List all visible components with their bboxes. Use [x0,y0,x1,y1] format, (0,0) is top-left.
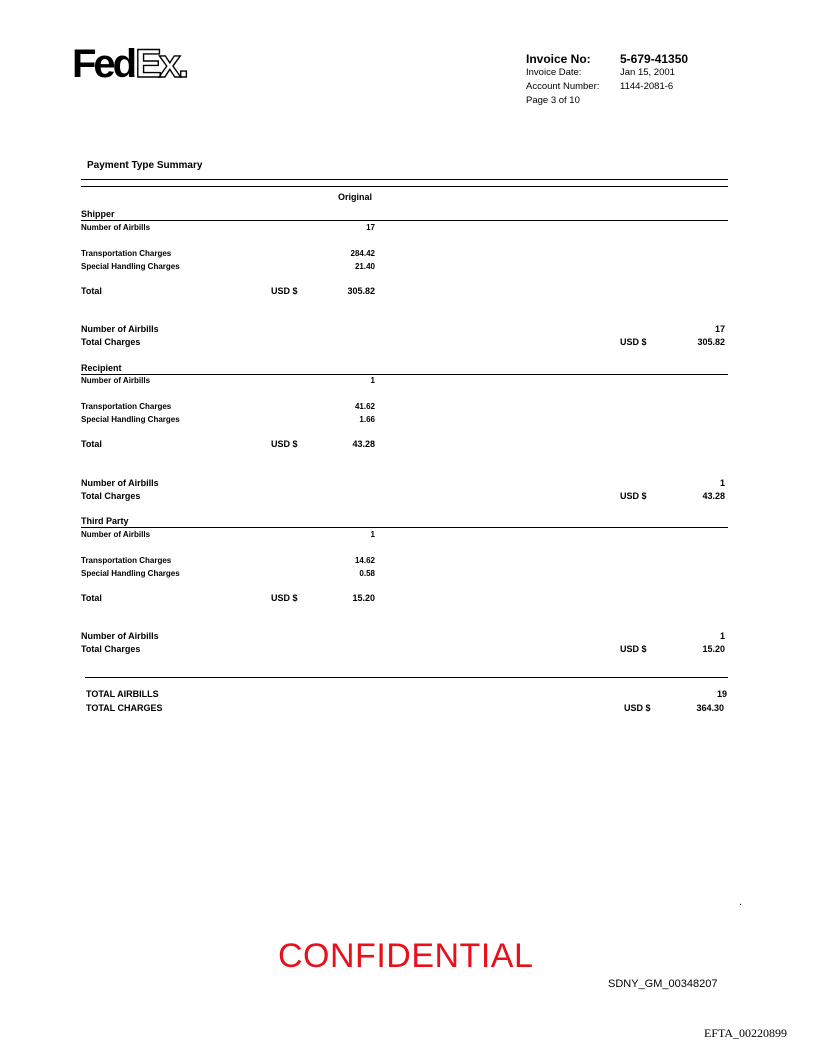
transport-label: Transportation Charges [81,249,172,258]
airbills-value: 1 [370,376,375,385]
sum-charges-value: 43.28 [702,491,725,501]
total-currency: USD $ [271,286,298,296]
section-heading-shipper: Shipper [81,209,115,219]
grand-charges-label: TOTAL CHARGES [86,703,163,713]
sum-airbills-value: 1 [719,478,725,488]
sum-airbills-value: 17 [714,324,725,334]
grand-charges-value: 364.30 [696,703,724,713]
sum-airbills-label: Number of Airbills [81,631,159,641]
transport-value: 284.42 [350,249,375,258]
special-value: 1.66 [359,415,375,424]
bates-number: SDNY_GM_00348207 [608,978,718,990]
total-value: 305.82 [347,286,375,296]
invoice-no-label: Invoice No: [526,52,591,66]
airbills-label: Number of Airbills [81,376,151,385]
sum-airbills-label: Number of Airbills [81,478,159,488]
section-heading-recipient: Recipient [81,363,122,373]
summary-title: Payment Type Summary [87,160,203,171]
special-value: 21.40 [354,262,375,271]
sum-charges-value: 15.20 [702,644,725,654]
invoice-date-label: Invoice Date: [526,67,582,78]
grand-currency: USD $ [624,703,651,713]
sum-currency: USD $ [620,337,647,347]
total-currency: USD $ [271,593,298,603]
transport-label: Transportation Charges [81,402,172,411]
invoice-no-value: 5-679-41350 [620,52,689,66]
account-number-value: 1144-2081-6 [620,81,674,92]
divider [81,374,728,375]
total-label: Total [81,439,102,449]
sum-currency: USD $ [620,491,647,501]
sum-airbills-value: 1 [719,631,725,641]
sum-currency: USD $ [620,644,647,654]
airbills-value: 17 [366,223,375,232]
total-value: 15.20 [352,593,375,603]
grand-airbills-value: 19 [716,689,727,699]
invoice-date-value: Jan 15, 2001 [620,67,675,78]
stray-dot: . [739,896,743,908]
sum-charges-value: 305.82 [697,337,725,347]
special-label: Special Handling Charges [81,262,180,271]
transport-value: 14.62 [354,556,375,565]
efta-number: EFTA_00220899 [704,1026,788,1040]
total-value: 43.28 [352,439,375,449]
section-heading-third-party: Third Party [81,516,129,526]
divider [81,179,728,180]
fedex-logo: FedEx. [72,42,187,86]
divider [81,527,728,528]
special-value: 0.58 [359,569,375,578]
special-label: Special Handling Charges [81,569,180,578]
column-header-original: Original [338,192,373,202]
airbills-label: Number of Airbills [81,223,151,232]
total-label: Total [81,286,102,296]
divider [81,220,728,221]
account-number-label: Account Number: [526,81,600,92]
transport-label: Transportation Charges [81,556,172,565]
grand-airbills-label: TOTAL AIRBILLS [86,689,159,699]
transport-value: 41.62 [354,402,375,411]
divider [85,677,728,678]
sum-charges-label: Total Charges [81,491,141,501]
sum-charges-label: Total Charges [81,337,141,347]
sum-airbills-label: Number of Airbills [81,324,159,334]
divider [81,186,728,187]
confidential-stamp: CONFIDENTIAL [278,937,534,975]
airbills-label: Number of Airbills [81,530,151,539]
page-indicator: Page 3 of 10 [526,95,580,106]
total-label: Total [81,593,102,603]
special-label: Special Handling Charges [81,415,180,424]
total-currency: USD $ [271,439,298,449]
sum-charges-label: Total Charges [81,644,141,654]
airbills-value: 1 [370,530,375,539]
